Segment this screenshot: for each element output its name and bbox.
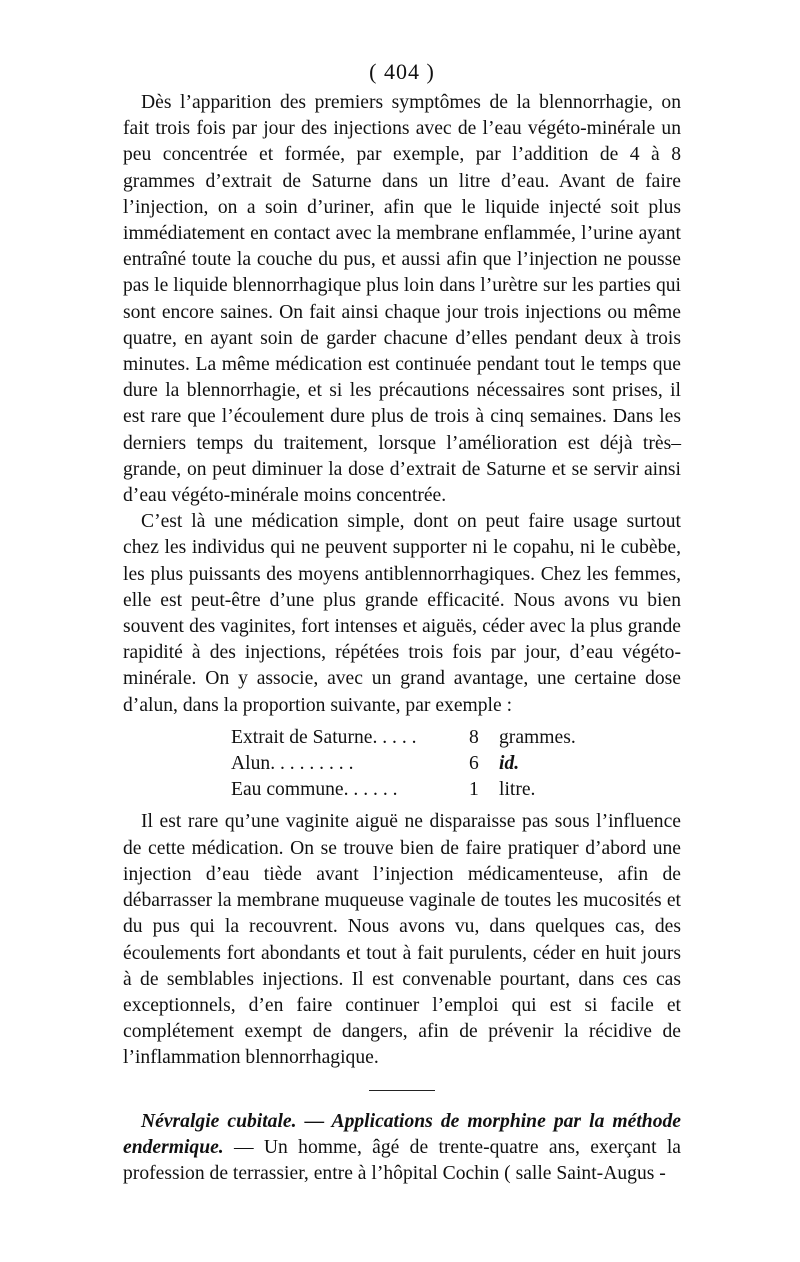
recipe-row: [231, 751, 681, 777]
recipe-ingredient: Alun. . . . . . . . .: [231, 753, 354, 775]
section-text: — Un homme, âgé de trente-quatre ans, exerçant la profession de terrassier, entre à l’hôpital Cochin ( salle Saint-Augus -: [123, 1136, 681, 1184]
recipe-table: [231, 725, 681, 804]
recipe-unit: id.: [499, 753, 520, 775]
recipe-row: [231, 725, 681, 751]
recipe-quantity: 8: [469, 726, 479, 748]
recipe-row: [231, 777, 681, 803]
recipe-quantity: 6: [469, 753, 479, 775]
book-page: [123, 58, 681, 1187]
section-divider: [369, 1090, 435, 1091]
section-neuralgia: [123, 1109, 681, 1188]
paragraph-vaginitis: Il est rare qu’une vaginite aiguë ne disparaisse pas sous l’influence de cette médication. On se trouve bien de faire pratiquer d’abord une injection d’eau tiède avant l’injection médicamenteuse, afin de débarrasser la membrane muqueuse vaginale de toutes les mucosités et du pus qui la recouvrent. Nous avons vu, dans quelques cas, des écoulements fort abondants et tout à fait purulents, céder en huit jours à de semblables injections. Il est convenable pourtant, dans ces cas exceptionnels, d’en faire continuer l’emploi qui est si facile et complétement exempt de dangers, afin de prévenir la récidive de l’inflammation blennorrhagique.: [123, 811, 681, 1069]
paragraph-blennorrhagia-treatment: Dès l’apparition des premiers symptômes de la blennorrhagie, on fait trois fois par jour des injections avec de l’eau végéto-minérale un peu concentrée et formée, par exemple, par l’addition de 4 à 8 grammes d’extrait de Saturne dans un litre d’eau. Avant de faire l’injection, on a soin d’uriner, afin que le liquide injecté soit plus immédiatement en contact avec la membrane enflammée, l’urine ayant entraîné toute la couche du pus, et aussi afin que l’injection ne pousse pas le liquide blennorrhagique plus loin dans l’urètre sur les parties qui sont encore saines. On fait ainsi chaque jour trois injections ou même quatre, en ayant soin de garder chacune d’elles pendant deux à trois minutes. La même médication est continuée pendant tout le temps que dure la blennorrhagie, et si les précautions nécessaires sont prises, il est rare que l’écoulement dure plus de trois à cinq semaines. Dans les derniers temps du traitement, lorsque l’amélioration est déjà très–grande, on peut diminuer la dose d’extrait de Saturne et se servir ainsi d’eau végéto-minérale moins concentrée.: [123, 92, 681, 507]
paragraph-simple-medication: C’est là une médication simple, dont on peut faire usage surtout chez les individus qui ne peuvent supporter ni le copahu, ni le cubèbe, les plus puissants des moyens antiblennorrhagiques. Chez les femmes, elle est peut-être d’une plus grande efficacité. Nous avons vu bien souvent des vaginites, fort intenses et aiguës, céder avec la plus grande rapidité à des injections, répétées trois fois par jour, d’eau végéto-minérale. On y associe, avec un grand avantage, une certaine dose d’alun, dans la proportion suivante, par exemple :: [123, 511, 681, 716]
recipe-unit: grammes.: [499, 726, 576, 748]
section-title: Névralgie cubitale. — Applications de morphine par la méthode endermique.: [123, 1110, 681, 1158]
recipe-unit: litre.: [499, 779, 536, 801]
recipe-quantity: 1: [469, 779, 479, 801]
recipe-ingredient: Eau commune. . . . . .: [231, 779, 398, 801]
recipe-ingredient: Extrait de Saturne. . . . .: [231, 726, 417, 748]
page-number: ( 404 ): [369, 59, 435, 84]
